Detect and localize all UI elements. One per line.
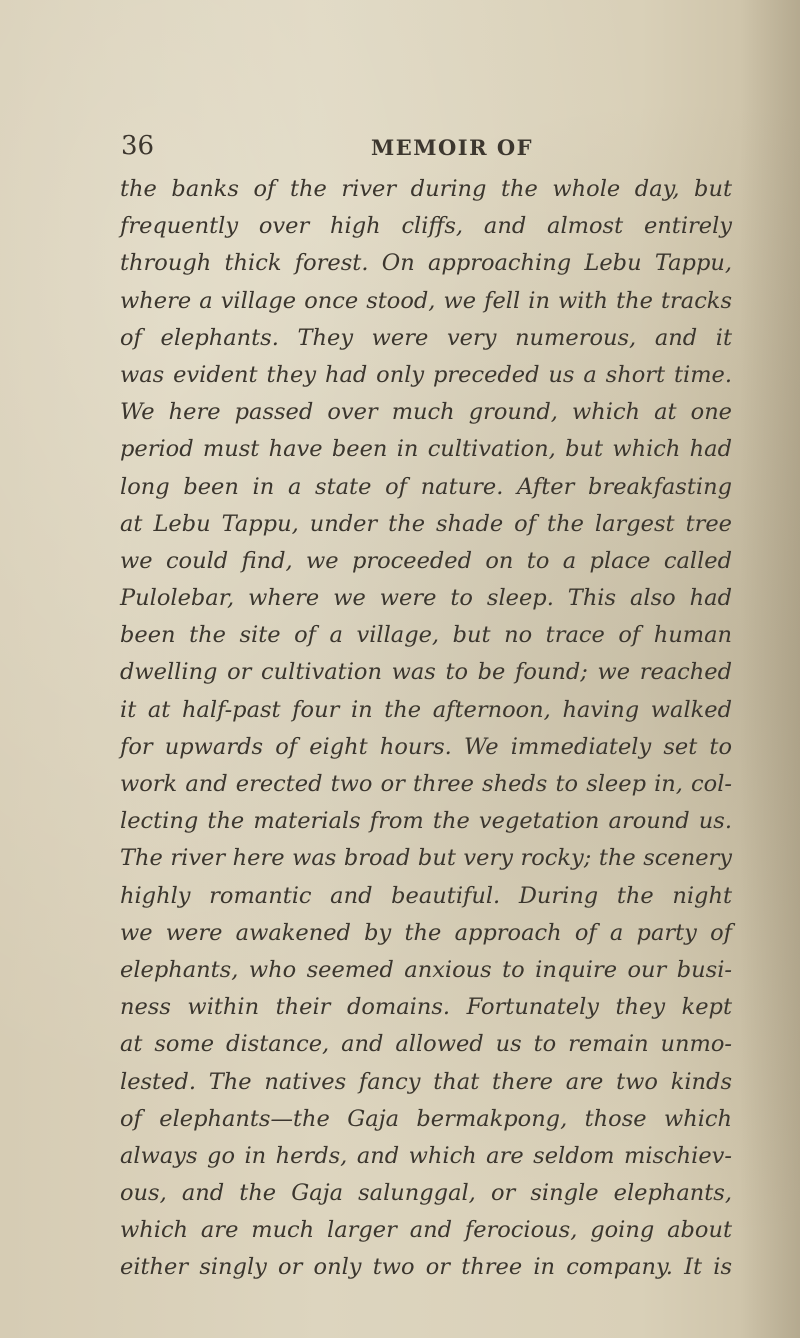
text-line: highly romantic and beautiful. During the night <box>120 882 732 909</box>
text-line: lecting the materials from the vegetation around us. <box>120 808 732 835</box>
running-head: MEMOIR OF <box>371 135 534 160</box>
page-edge-shadow <box>740 0 800 1338</box>
text-line: lested. The natives fancy that there are two kinds <box>120 1068 732 1095</box>
text-line: frequently over high cliffs, and almost entirely <box>120 213 732 240</box>
text-line: which are much larger and ferocious, going about <box>120 1217 732 1244</box>
text-line: dwelling or cultivation was to be found; we reached <box>120 659 732 686</box>
text-line: elephants, who seemed anxious to inquire our busi- <box>120 956 732 983</box>
text-line: through thick forest. On approaching Lebu Tappu, <box>120 250 732 277</box>
text-line: of elephants. They were very numerous, and it <box>120 324 732 351</box>
text-line: we were awakened by the approach of a party of <box>120 919 732 946</box>
text-line: We here passed over much ground, which at one <box>120 399 732 426</box>
text-line: of elephants—the Gaja bermakpong, those which <box>120 1105 732 1132</box>
text-line: been the site of a village, but no trace of human <box>120 622 732 649</box>
text-line: we could find, we proceeded on to a place called <box>120 547 732 574</box>
text-line: period must have been in cultivation, but which had <box>120 436 732 463</box>
text-line: long been in a state of nature. After breakfasting <box>120 473 732 500</box>
text-line: always go in herds, and which are seldom mischiev- <box>120 1142 732 1169</box>
text-line: ness within their domains. Fortunately they kept <box>120 994 732 1021</box>
text-line: was evident they had only preceded us a short time. <box>120 361 732 388</box>
page-number: 36 <box>121 131 155 161</box>
body-text <box>120 171 732 1287</box>
text-line: it at half-past four in the afternoon, having walked <box>120 696 732 723</box>
text-line: The river here was broad but very rocky; the scenery <box>120 845 732 872</box>
text-line: Pulolebar, where we were to sleep. This also had <box>120 585 732 612</box>
text-line: ous, and the Gaja salunggal, or single elephants, <box>120 1180 732 1207</box>
text-line: where a village once stood, we fell in with the tracks <box>120 287 732 314</box>
text-line: at Lebu Tappu, under the shade of the largest tree <box>120 510 732 537</box>
text-line: either singly or only two or three in company. It is <box>120 1254 732 1281</box>
text-line: at some distance, and allowed us to remain unmo- <box>120 1031 732 1058</box>
text-line: for upwards of eight hours. We immediately set to <box>120 733 732 760</box>
page-header <box>121 128 721 164</box>
text-line: the banks of the river during the whole day, but <box>120 176 732 202</box>
text-line: work and erected two or three sheds to sleep in, col- <box>120 771 732 797</box>
